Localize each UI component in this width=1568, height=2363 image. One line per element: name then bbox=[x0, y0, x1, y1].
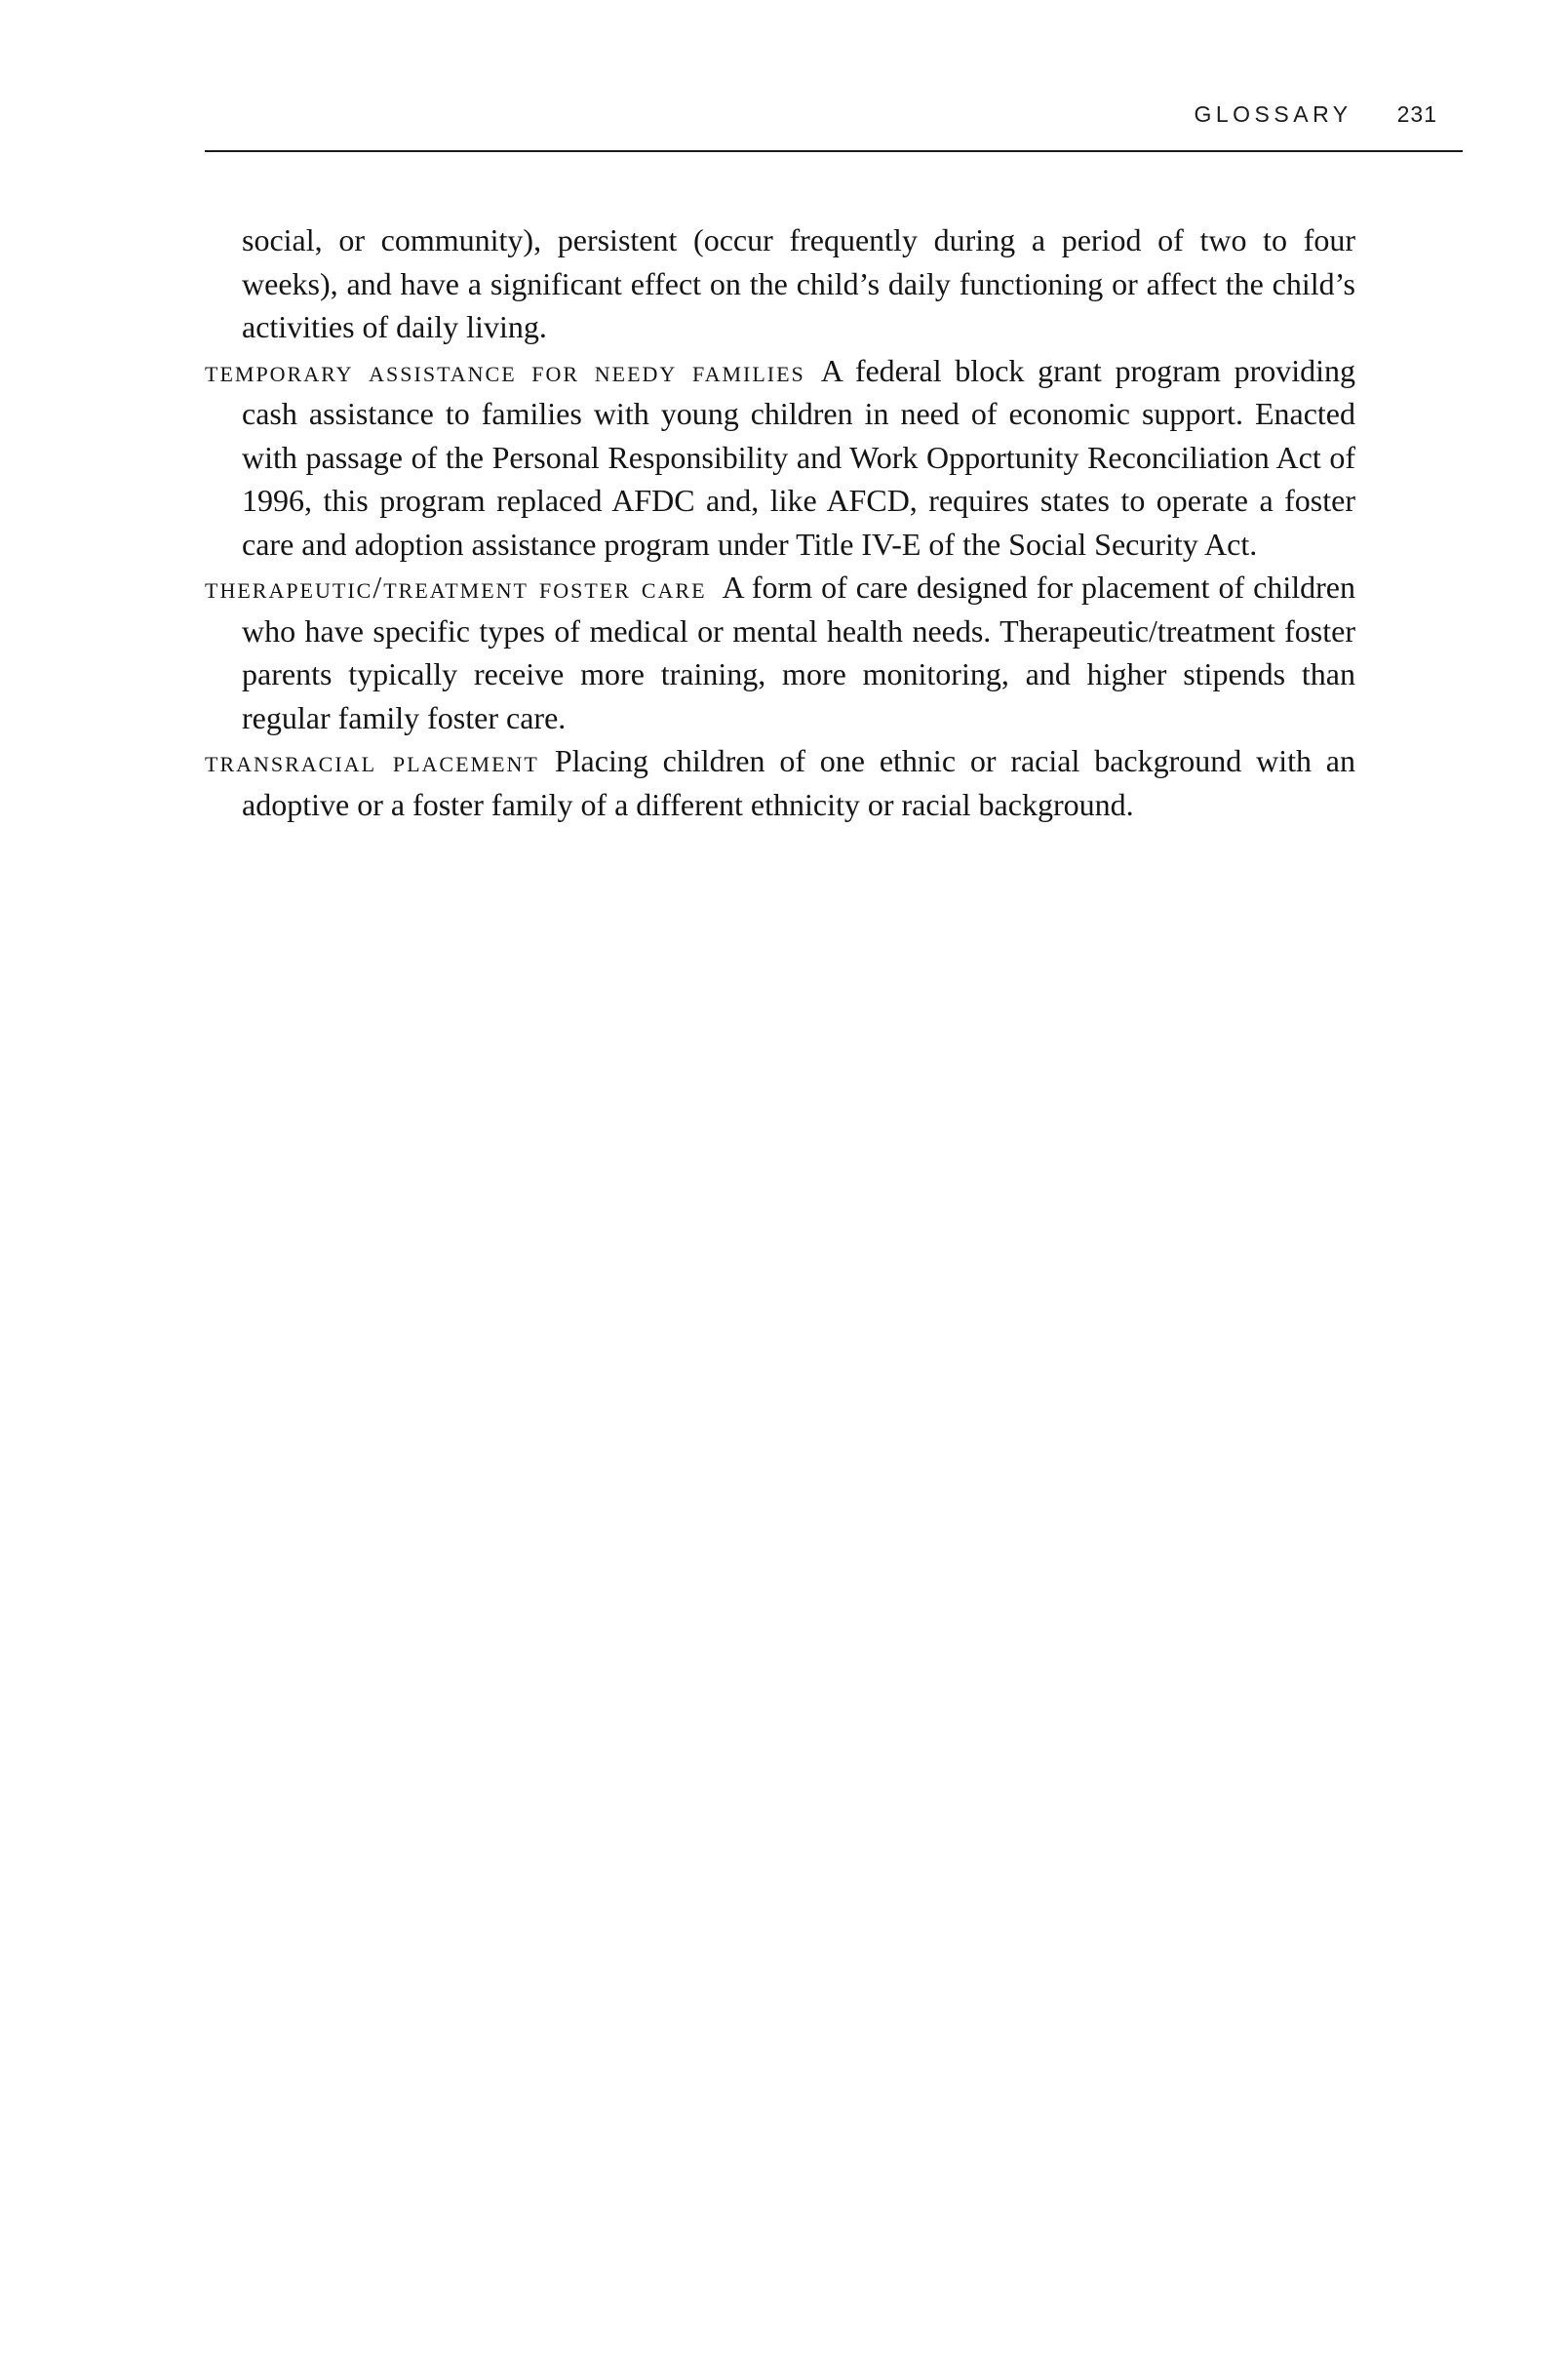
running-header bbox=[205, 101, 1463, 128]
header-rule bbox=[205, 150, 1463, 152]
glossary-entry bbox=[205, 739, 1355, 826]
glossary-definition: A form of care designed for placement of children who have specific types of medical or mental health needs. Therapeutic/treatment foster parents typically receive more training, more monitoring, and higher stipends than regular family foster care. bbox=[242, 570, 1355, 735]
running-head-title: GLOSSARY bbox=[1194, 101, 1352, 127]
glossary-entry bbox=[205, 349, 1355, 567]
glossary-term: temporary assistance for needy families bbox=[205, 352, 805, 388]
glossary-text-block bbox=[205, 218, 1355, 826]
glossary-entry bbox=[205, 566, 1355, 739]
glossary-term: therapeutic/treatment foster care bbox=[205, 570, 707, 605]
glossary-term: transracial placement bbox=[205, 743, 539, 778]
glossary-definition: Placing children of one ethnic or racial background with an adoptive or a foster family of a different ethnicity or racial background. bbox=[242, 743, 1356, 822]
glossary-continuation-paragraph: social, or community), persistent (occur frequently during a period of two to four weeks), and have a significant effect on the child’s daily functioning or affect the child’s activities of daily living. bbox=[242, 222, 1355, 344]
glossary-definition: A federal block grant program providing cash assistance to families with young children in need of economic support. Enacted with passage of the Personal Responsibility and Work Opportunity Reconciliation Act of 1996, this program replaced AFDC and, like AFCD, requires states to operate a foster care and adoption assistance program under Title IV-E of the Social Security Act. bbox=[242, 352, 1355, 562]
page-number: 231 bbox=[1396, 101, 1437, 127]
